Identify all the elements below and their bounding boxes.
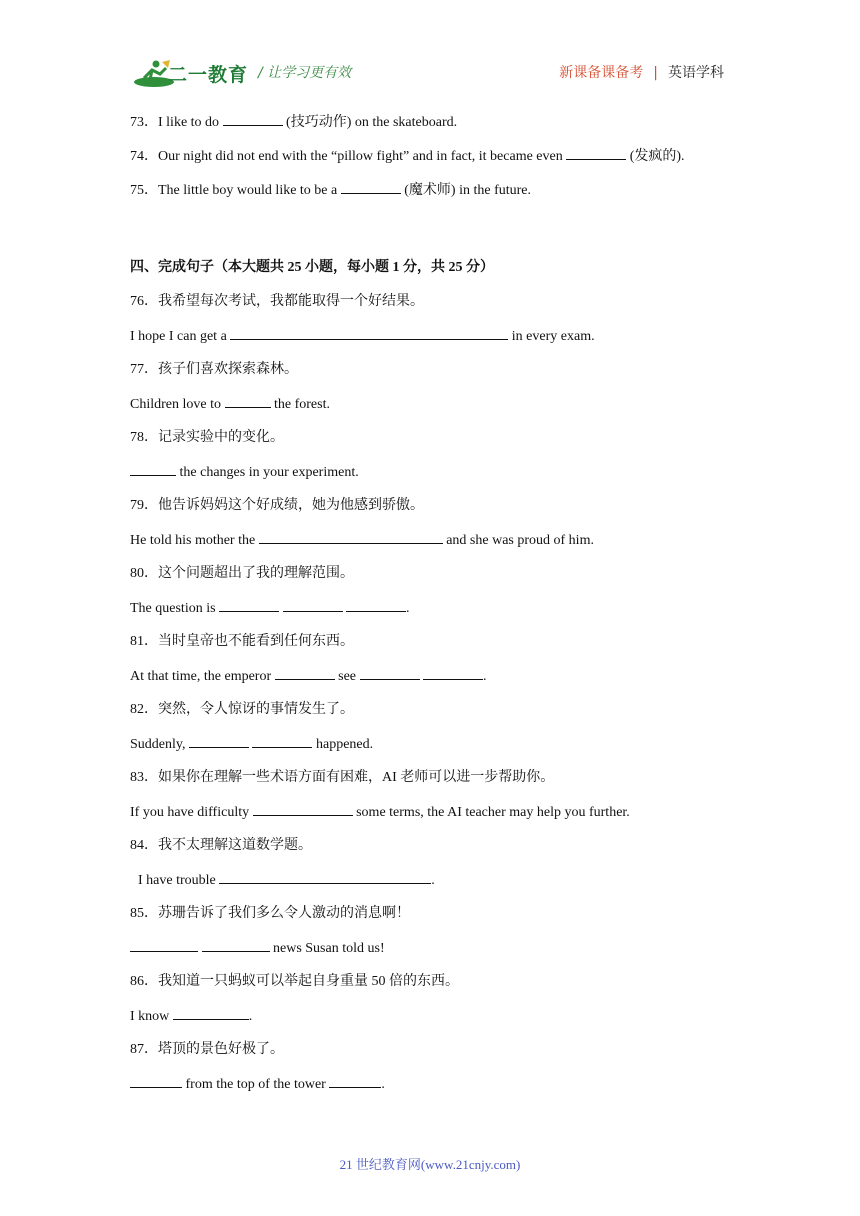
q74-text-before: 74．Our night did not end with the “pillow fight” and in fact, it became even xyxy=(130,149,567,164)
q76-chinese: 76．我希望每次考试，我都能取得一个好结果。 xyxy=(130,294,424,309)
question-74 xyxy=(130,145,750,179)
q84-text-before: I have trouble xyxy=(138,873,220,888)
answer-blank[interactable] xyxy=(189,733,249,748)
q77-text-after: the forest. xyxy=(270,397,330,412)
q79-chinese: 79．他告诉妈妈这个好成绩，她为他感到骄傲。 xyxy=(130,498,424,513)
slogan: / 让学习更有效 xyxy=(258,65,352,81)
section-title: 四、完成句子（本大题共 25 小题，每小题 1 分，共 25 分） xyxy=(130,260,494,275)
header-course: 新课备课备考 xyxy=(559,65,644,81)
q77-chinese: 77．孩子们喜欢探索森林。 xyxy=(130,362,298,377)
header-subject xyxy=(559,62,724,82)
q73-text-after: (技巧动作) on the skateboard. xyxy=(282,115,458,130)
q79-english xyxy=(130,529,750,563)
q86-text-after: . xyxy=(248,1009,253,1024)
q83-chinese: 83．如果你在理解一些术语方面有困难，AI 老师可以进一步帮助你。 xyxy=(130,770,555,785)
answer-blank[interactable] xyxy=(219,869,431,884)
q79-text-after: and she was proud of him. xyxy=(442,533,594,548)
page-header xyxy=(0,0,860,100)
answer-blank[interactable] xyxy=(202,937,270,952)
answer-blank[interactable] xyxy=(130,1073,182,1088)
answer-blank[interactable] xyxy=(566,145,626,160)
answer-blank[interactable] xyxy=(225,393,271,408)
q86-text-before: I know xyxy=(130,1009,173,1024)
answer-blank[interactable] xyxy=(283,597,343,612)
q82-chinese: 82．突然，令人惊讶的事情发生了。 xyxy=(130,702,354,717)
answer-blank[interactable] xyxy=(173,1005,249,1020)
question-75 xyxy=(130,179,750,213)
q76-text-before: I hope I can get a xyxy=(130,329,231,344)
q87-chinese: 87．塔顶的景色好极了。 xyxy=(130,1042,284,1057)
header-subject-name: 英语学科 xyxy=(668,65,724,81)
q80-chinese: 80．这个问题超出了我的理解范围。 xyxy=(130,566,354,581)
answer-blank[interactable] xyxy=(253,801,353,816)
answer-blank[interactable] xyxy=(130,461,176,476)
q81-text-middle: see xyxy=(334,669,360,684)
q74-text-after: (发疯的). xyxy=(626,149,685,164)
q81-text-before: At that time, the emperor xyxy=(130,669,275,684)
q77-text-before: Children love to xyxy=(130,397,225,412)
answer-blank[interactable] xyxy=(259,529,443,544)
q81-chinese: 81．当时皇帝也不能看到任何东西。 xyxy=(130,634,354,649)
q84-chinese: 84．我不太理解这道数学题。 xyxy=(130,838,312,853)
header-separator: | xyxy=(653,65,658,81)
q81-english xyxy=(130,665,750,699)
q82-text-before: Suddenly, xyxy=(130,737,189,752)
q86-chinese: 86．我知道一只蚂蚁可以举起自身重量 50 倍的东西。 xyxy=(130,974,459,989)
q80-text-after: . xyxy=(406,601,410,616)
q77-english xyxy=(130,393,750,427)
q87-english xyxy=(130,1073,750,1107)
q75-text-after: (魔术师) in the future. xyxy=(400,183,531,198)
q85-english xyxy=(130,937,750,971)
q80-text-before: The question is xyxy=(130,601,220,616)
q76-english xyxy=(130,325,750,359)
q85-chinese: 85．苏珊告诉了我们多么令人激动的消息啊！ xyxy=(130,906,410,921)
exercise-content xyxy=(130,111,750,1107)
q78-chinese: 78．记录实验中的变化。 xyxy=(130,430,284,445)
answer-blank[interactable] xyxy=(130,937,198,952)
q73-text-before: 73．I like to do xyxy=(130,115,223,130)
q87-text-middle: from the top of the tower xyxy=(182,1077,330,1092)
q79-text-before: He told his mother the xyxy=(130,533,259,548)
answer-blank[interactable] xyxy=(275,665,335,680)
logo-text: 二一教育 xyxy=(168,64,249,86)
answer-blank[interactable] xyxy=(329,1073,381,1088)
q84-english xyxy=(130,869,750,903)
answer-blank[interactable] xyxy=(230,325,508,340)
answer-blank[interactable] xyxy=(346,597,406,612)
question-73 xyxy=(130,111,750,145)
answer-blank[interactable] xyxy=(219,597,279,612)
q87-text-after: . xyxy=(381,1077,385,1092)
answer-blank[interactable] xyxy=(423,665,483,680)
q80-english xyxy=(130,597,750,631)
page-footer[interactable]: 21 世纪教育网(www.21cnjy.com) xyxy=(339,1157,521,1172)
q83-english xyxy=(130,801,750,835)
q78-english xyxy=(130,461,750,495)
answer-blank[interactable] xyxy=(360,665,420,680)
q76-text-after: in every exam. xyxy=(508,329,595,344)
q85-text-after: news Susan told us! xyxy=(269,941,385,956)
answer-blank[interactable] xyxy=(341,179,401,194)
q84-text-after: . xyxy=(431,873,435,888)
answer-blank[interactable] xyxy=(252,733,312,748)
q86-english xyxy=(130,1005,750,1039)
q75-text-before: 75．The little boy would like to be a xyxy=(130,183,341,198)
q78-text-after: the changes in your experiment. xyxy=(176,465,359,480)
answer-blank[interactable] xyxy=(223,111,283,126)
q81-text-after: . xyxy=(483,669,487,684)
q82-text-after: happened. xyxy=(312,737,374,752)
q83-text-after: some terms, the AI teacher may help you further. xyxy=(352,805,630,820)
q83-text-before: If you have difficulty xyxy=(130,805,253,820)
q82-english xyxy=(130,733,750,767)
